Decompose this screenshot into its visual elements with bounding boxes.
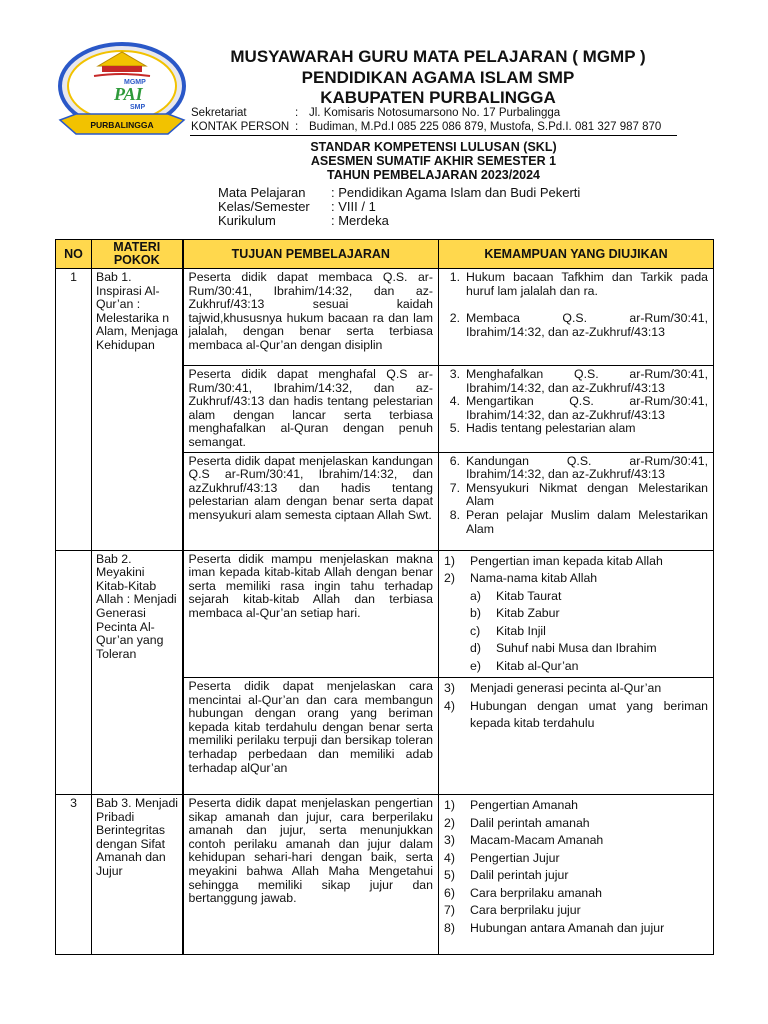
row2-materi: Bab 2. Meyakini Kitab-Kitab Allah : Menjadi Generasi Pecinta Al-Qur’an yang Toleran bbox=[92, 550, 183, 795]
item-number: 5. bbox=[449, 421, 460, 436]
list-item bbox=[444, 395, 708, 422]
header-line-1: MUSYAWARAH GURU MATA PELAJARAN ( MGMP ) bbox=[230, 47, 646, 66]
colon: : bbox=[295, 121, 299, 133]
item-number: 2) bbox=[444, 571, 455, 586]
item-text: Macam-Macam Amanah bbox=[470, 833, 604, 848]
item-number: 2) bbox=[444, 815, 455, 830]
kontak-line bbox=[191, 120, 661, 135]
table-row bbox=[56, 550, 714, 678]
header-tujuan: TUJUAN PEMBELAJARAN bbox=[183, 240, 439, 269]
list-item bbox=[444, 902, 708, 920]
item-number: 6) bbox=[444, 885, 455, 900]
list-item bbox=[444, 509, 708, 536]
meta-kurikulum bbox=[218, 213, 389, 228]
row2-no bbox=[56, 550, 92, 795]
item-number: 7) bbox=[444, 903, 455, 918]
list-item bbox=[444, 368, 708, 395]
item-number: 8) bbox=[444, 920, 455, 935]
row1-no: 1 bbox=[56, 269, 92, 551]
row2-kemampuan-1 bbox=[439, 550, 714, 678]
list-item bbox=[444, 815, 708, 833]
header-line-3: KABUPATEN PURBALINGGA bbox=[320, 88, 556, 107]
list-item bbox=[444, 850, 708, 868]
item-number: 4. bbox=[449, 394, 460, 409]
item-text: Hubungan antara Amanah dan jujur bbox=[470, 920, 665, 935]
item-letter: e) bbox=[470, 658, 481, 673]
item-text: Pengertian Amanah bbox=[470, 798, 579, 813]
list-item bbox=[444, 482, 708, 509]
meta-kurikulum-label: Kurikulum bbox=[218, 213, 276, 228]
row1-kemampuan-1 bbox=[439, 269, 714, 366]
logo-sub-text: SMP bbox=[130, 104, 146, 111]
list-item bbox=[444, 658, 708, 676]
header-line-2: PENDIDIKAN AGAMA ISLAM SMP bbox=[301, 68, 575, 87]
item-text: Menjadi generasi pecinta al-Qur’an bbox=[470, 681, 662, 696]
list-item bbox=[444, 623, 708, 641]
list-item bbox=[444, 570, 708, 588]
item-number: 3. bbox=[449, 367, 460, 381]
item-number: 6. bbox=[449, 453, 460, 468]
meta-mapel-label: Mata Pelajaran bbox=[218, 185, 306, 200]
item-text: Membaca Q.S. ar-Rum/30:41, Ibrahim/14:32, dan az-Zukhruf/43:13 bbox=[466, 311, 708, 339]
list-item bbox=[444, 832, 708, 850]
skl-table bbox=[55, 239, 714, 955]
item-text: Hubungan dengan umat yang beriman kepada kitab terdahulu bbox=[470, 698, 708, 731]
item-text: Nama-nama kitab Allah bbox=[470, 571, 598, 586]
item-text: Dalil perintah amanah bbox=[470, 815, 590, 830]
doc-title-3: TAHUN PEMBELAJARAN 2023/2024 bbox=[326, 168, 541, 182]
logo-emblem-text: PAI bbox=[114, 84, 143, 104]
kontak-value: Budiman, M.Pd.I 085 225 086 879, Mustofa, S.Pd.I. 081 327 987 870 bbox=[309, 121, 662, 133]
item-number: 1. bbox=[449, 270, 460, 284]
row1-materi: Bab 1. Inspirasi Al-Qur’an : Melestarika n Alam, Menjaga Kehidupan bbox=[92, 269, 183, 551]
logo-ribbon-text: PURBALINGGA bbox=[90, 120, 154, 130]
row1-tujuan-3: Peserta didik dapat menjelaskan kandungan Q.S ar-Rum/30:41, Ibrahim/14:32, dan azZukhruf/43:13 dan hadis tentang pelestarian alam dengan benar serta dapat mensyukuri alam semesta ciptaan Allah Swt. bbox=[183, 452, 439, 550]
list-item bbox=[444, 797, 708, 815]
item-letter: c) bbox=[470, 623, 481, 638]
item-text: Kitab Taurat bbox=[496, 588, 562, 603]
header-divider bbox=[190, 135, 677, 136]
list-item bbox=[444, 271, 708, 298]
item-text: Mensyukuri Nikmat dengan Melestarikan Alam bbox=[466, 480, 708, 509]
table-row bbox=[56, 795, 714, 955]
list-item bbox=[444, 698, 708, 733]
list-item bbox=[444, 640, 708, 658]
row3-kemampuan-1 bbox=[439, 795, 714, 955]
row1-kemampuan-3 bbox=[439, 452, 714, 550]
meta-kelas bbox=[218, 199, 376, 214]
item-letter: a) bbox=[470, 588, 481, 603]
item-text: Pengertian iman kepada kitab Allah bbox=[470, 553, 663, 568]
sekretariat-line bbox=[191, 106, 560, 121]
item-text: Pengertian Jujur bbox=[470, 850, 560, 865]
item-number: 7. bbox=[449, 480, 460, 495]
table-header-row bbox=[56, 240, 714, 269]
row1-tujuan-1: Peserta didik dapat membaca Q.S. ar-Rum/30:41, Ibrahim/14:32, dan az-Zukhruf/43:13 sesuai kaidah tajwid,khususnya hukum bacaan ra dan lam jalalah, dengan benar serta terbiasa membaca al-Qur’an dengan disiplin bbox=[183, 269, 439, 366]
sekretariat-value: Jl. Komisaris Notosumarsono No. 17 Purbalingga bbox=[309, 107, 561, 119]
item-number: 3) bbox=[444, 833, 455, 848]
item-text: Kandungan Q.S. ar-Rum/30:41, Ibrahim/14:32, dan az-Zukhruf/43:13 bbox=[466, 453, 708, 482]
item-number: 8. bbox=[449, 507, 460, 522]
doc-title-1: STANDAR KOMPETENSI LULUSAN (SKL) bbox=[310, 140, 557, 154]
row3-materi: Bab 3. Menjadi Pribadi Berintegritas dengan Sifat Amanah dan Jujur bbox=[92, 795, 183, 955]
table-row bbox=[56, 269, 714, 366]
row1-kemampuan-2 bbox=[439, 366, 714, 453]
item-letter: b) bbox=[470, 606, 481, 621]
list-item bbox=[444, 312, 708, 339]
item-text: Kitab Zabur bbox=[496, 606, 560, 621]
row1-tujuan-2: Peserta didik dapat menghafal Q.S ar-Rum/30:41, Ibrahim/14:32, dan az-Zukhruf/43:13 dan hadis tentang pelestarian alam dengan lancar serta terbiasa menghafalkan al-Quran dengan penuh semangat. bbox=[183, 366, 439, 453]
list-item bbox=[444, 605, 708, 623]
doc-title-2: ASESMEN SUMATIF AKHIR SEMESTER 1 bbox=[310, 154, 557, 168]
item-text: Cara berprilaku amanah bbox=[470, 885, 602, 900]
list-item bbox=[444, 455, 708, 482]
item-text: Menghafalkan Q.S. ar-Rum/30:41, Ibrahim/14:32, dan az-Zukhruf/43:13 bbox=[466, 367, 708, 395]
meta-kelas-label: Kelas/Semester bbox=[218, 199, 310, 214]
logo-badge-text: MGMP bbox=[124, 79, 146, 86]
meta-kurikulum-value: : Merdeka bbox=[331, 213, 389, 228]
header-no: NO bbox=[56, 240, 92, 269]
item-text: Dalil perintah jujur bbox=[470, 868, 569, 883]
item-number: 1) bbox=[444, 798, 455, 813]
list-item bbox=[444, 588, 708, 606]
kontak-label: KONTAK PERSON bbox=[191, 121, 290, 133]
row2-kemampuan-2 bbox=[439, 678, 714, 795]
mgmp-pai-logo bbox=[58, 42, 186, 138]
header-materi: MATERI POKOK bbox=[92, 240, 183, 269]
sekretariat-label: Sekretariat bbox=[191, 107, 247, 119]
item-number: 4) bbox=[444, 850, 455, 865]
item-text: Mengartikan Q.S. ar-Rum/30:41, Ibrahim/14:32, dan az-Zukhruf/43:13 bbox=[466, 394, 708, 422]
row2-tujuan-2: Peserta didik dapat menjelaskan cara mencintai al-Qur’an dan cara membangun hubungan dengan orang yang beriman kepada kitab terdahulu dengan benar serta memiliki perilaku terpuji dan bersikap toleran terhadap perbedaan dan memiliki adab terhadap alQur’an bbox=[183, 678, 439, 795]
list-item bbox=[444, 680, 708, 698]
item-number: 3) bbox=[444, 681, 455, 696]
item-number: 5) bbox=[444, 868, 455, 883]
row2-tujuan-1: Peserta didik mampu menjelaskan makna iman kepada kitab-kitab Allah dengan benar serta memiliki rasa ingin tahu terhadap sejarah kitab-kitab Allah dan terbiasa membaca al-Qur’an setiap hari. bbox=[183, 550, 439, 678]
item-text: Kitab al-Qur’an bbox=[496, 658, 579, 673]
item-number: 1) bbox=[444, 553, 455, 568]
item-text: Peran pelajar Muslim dalam Melestarikan Alam bbox=[466, 507, 708, 536]
row3-tujuan-1: Peserta didik dapat menjelaskan pengertian sikap amanah dan jujur, cara berperilaku amanah dan jujur, serta menunjukkan contoh perilaku amanah dan jujur dalam kehidupan sehari-hari dengan baik, serta meyakini bahwa Allah Maha Mengetahui sehingga memiliki sikap jujur dan bertanggung jawab. bbox=[183, 795, 439, 955]
item-letter: d) bbox=[470, 641, 481, 656]
list-item bbox=[444, 422, 708, 436]
item-text: Kitab Injil bbox=[496, 623, 546, 638]
item-text: Cara berprilaku jujur bbox=[470, 903, 581, 918]
item-number: 4) bbox=[444, 698, 455, 713]
list-item bbox=[444, 553, 708, 571]
list-item bbox=[444, 920, 708, 938]
list-item bbox=[444, 885, 708, 903]
row3-no: 3 bbox=[56, 795, 92, 955]
meta-kelas-value: : VIII / 1 bbox=[331, 199, 376, 214]
item-number: 2. bbox=[449, 311, 460, 326]
meta-mapel bbox=[218, 185, 580, 200]
meta-mapel-value: : Pendidikan Agama Islam dan Budi Pekerti bbox=[331, 185, 581, 200]
item-text: Hadis tentang pelestarian alam bbox=[466, 421, 636, 436]
list-item bbox=[444, 867, 708, 885]
header-kemampuan: KEMAMPUAN YANG DIUJIKAN bbox=[439, 240, 714, 269]
item-text: Hukum bacaan Tafkhim dan Tarkik pada huruf lam jalalah dan ra. bbox=[466, 270, 708, 298]
colon: : bbox=[295, 107, 299, 119]
item-text: Suhuf nabi Musa dan Ibrahim bbox=[496, 641, 657, 656]
